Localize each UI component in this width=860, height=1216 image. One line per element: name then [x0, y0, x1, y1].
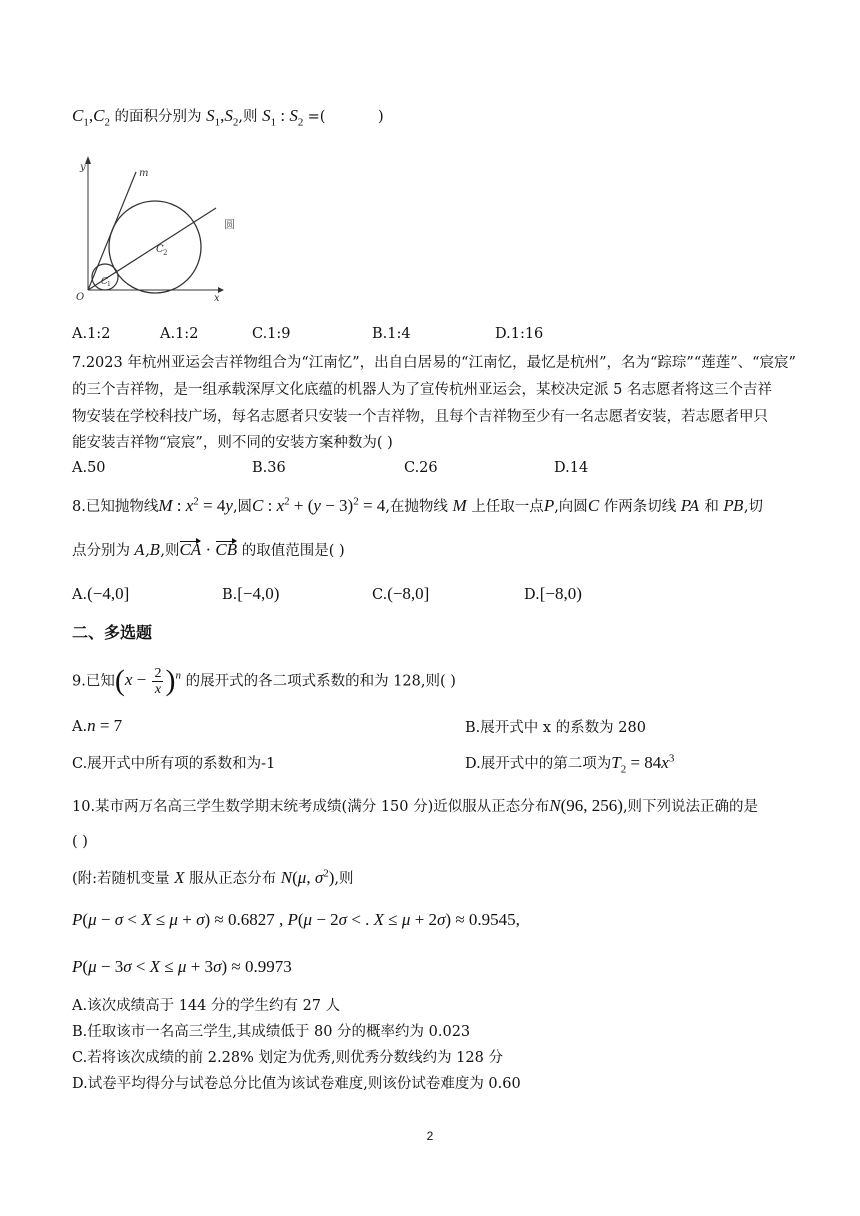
figure-caption: 圆: [224, 218, 235, 231]
q9-option-d[interactable]: D.展开式中的第二项为$T_2 = 84x^3$: [465, 752, 675, 776]
q6-option-5[interactable]: D.1:16: [495, 326, 544, 342]
q7-option-b[interactable]: B.36: [252, 460, 286, 476]
q9-stem: 9.已知(x − $\frac{2}{x}$ )$^n$ 的展开式的各二项式系数的和为 128,则( ): [72, 664, 456, 698]
q6-stem: $C_1,C_2$ 的面积分别为 $S_1,S_2$,则 $S_1$ : $S_2$ =( ): [72, 106, 384, 129]
origin-label: O: [76, 292, 85, 303]
c1-label: C: [101, 277, 108, 287]
q8-option-d[interactable]: D.[−8,0): [524, 584, 582, 603]
q9-option-b[interactable]: B.展开式中 x 的系数为 280: [465, 720, 646, 736]
q10-option-c[interactable]: C.若将该次成绩的前 2.28% 划定为优秀,则优秀分数线约为 128 分: [72, 1050, 503, 1066]
line-m-label: m: [139, 168, 149, 179]
q7-option-a[interactable]: A.50: [72, 460, 106, 476]
q8-stem-line-1: 8.已知抛物线M : $x^2 = 4y$,圆C : $x^2 + (y - 3)^2 = 4$,在抛物线 M 上任取一点P,向圆C 作两条切线 PA 和 PB,切: [72, 495, 764, 515]
q10-stem-line-1: 10.某市两万名高三学生数学期末统考成绩(满分 150 分)近似服从正态分布N(96, 256),则下列说法正确的是: [72, 796, 759, 815]
q7-stem-line-3: 物安装在学校科技广场，每名志愿者只安装一个吉祥物，且每个吉祥物至少有一名志愿者安装，若志愿者甲只: [72, 409, 768, 425]
q6-option-2[interactable]: A.1:2: [160, 326, 199, 342]
svg-text:2: 2: [163, 249, 168, 257]
q6-geometry-figure: [68, 150, 268, 308]
q9-option-c[interactable]: C.展开式中所有项的系数和为-1: [72, 756, 276, 772]
q10-formula-1: P(μ − σ < X ≤ μ + σ) ≈ 0.6827 , P(μ − 2σ < . X ≤ μ + 2σ) ≈ 0.9545,: [72, 910, 520, 929]
c2-label: C: [156, 244, 164, 255]
q7-stem-line-2: 的三个吉祥物，是一组承载深厚文化底蕴的机器人为了宣传杭州亚运会，某校决定派 5 名志愿者将这三个吉祥: [72, 382, 772, 398]
q6-option-3[interactable]: C.1:9: [252, 326, 291, 342]
q8-option-a[interactable]: A.(−4,0]: [72, 584, 130, 603]
section-title-multi-choice: 二、多选题: [72, 623, 153, 642]
page-number: 2: [426, 1129, 434, 1143]
q7-stem-line-1: 7.2023 年杭州亚运会吉祥物组合为“江南忆”，出自白居易的“江南忆，最忆是杭州”，名为“踪琮”“莲莲”、“宸宸”: [72, 355, 796, 371]
q7-option-d[interactable]: D.14: [554, 460, 589, 476]
q6-option-1[interactable]: A.1:2: [72, 326, 111, 342]
y-axis-label: y: [80, 162, 86, 173]
q8-stem-line-2: 点分别为 A,B,则CA · CB 的取值范围是( ): [72, 540, 345, 559]
q10-formula-2: P(μ − 3σ < X ≤ μ + 3σ) ≈ 0.9973: [72, 957, 292, 976]
q6-option-4[interactable]: B.1:4: [372, 326, 411, 342]
q10-option-a[interactable]: A.该次成绩高于 144 分的学生约有 27 人: [72, 998, 341, 1014]
x-axis-label: x: [214, 293, 220, 304]
svg-text:1: 1: [107, 281, 111, 288]
q10-option-b[interactable]: B.任取该市一名高三学生,其成绩低于 80 分的概率约为 0.023: [72, 1024, 471, 1040]
q10-stem-line-3: (附:若随机变量 X 服从正态分布 N(μ, $\sigma^2$),则: [72, 867, 354, 887]
q8-option-c[interactable]: C.(−8,0]: [372, 584, 430, 603]
q10-option-d[interactable]: D.试卷平均得分与试卷总分比值为该试卷难度,则该份试卷难度为 0.60: [72, 1076, 521, 1092]
q7-option-c[interactable]: C.26: [404, 460, 438, 476]
q8-option-b[interactable]: B.[−4,0): [222, 584, 280, 603]
q9-option-a[interactable]: A.n = 7: [72, 716, 123, 735]
q7-stem-line-4: 能安装吉祥物“宸宸”，则不同的安装方案种数为( ): [72, 435, 393, 451]
q10-stem-line-2: ( ): [72, 834, 88, 850]
